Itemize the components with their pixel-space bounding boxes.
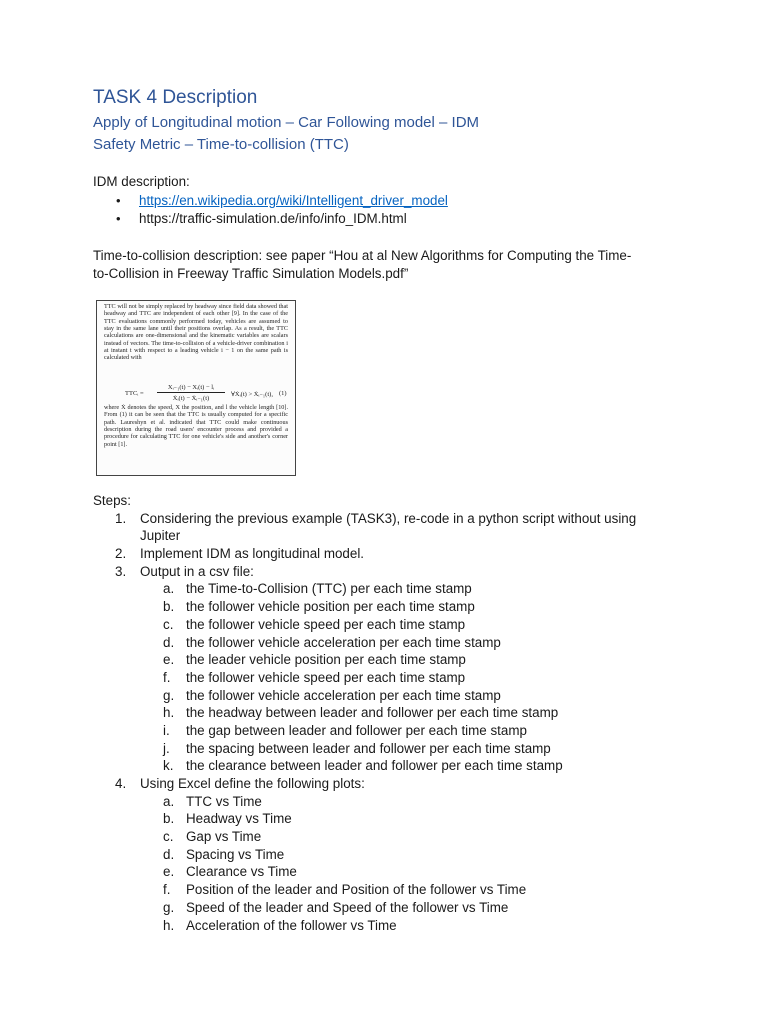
list-item: i. the gap between leader and follower per each time stamp	[163, 722, 527, 738]
idm-description-label: IDM description:	[93, 174, 190, 189]
list-item: e. the leader vehicle position per each time stamp	[163, 652, 466, 668]
list-item: a. the Time-to-Collision (TTC) per each time stamp	[163, 581, 472, 597]
list-item: d. the follower vehicle acceleration per each time stamp	[163, 634, 501, 650]
ttc-description-line2: to-Collision in Freeway Traffic Simulation Models.pdf”	[93, 266, 409, 281]
equation-lhs: TTCᵢ =	[125, 390, 144, 397]
bullet-icon: •	[116, 211, 121, 226]
steps-list	[93, 492, 733, 934]
list-item: g. Speed of the leader and Speed of the follower vs Time	[163, 899, 509, 915]
list-item: 2. Implement IDM as longitudinal model.	[115, 546, 365, 562]
wikipedia-idm-link[interactable]: https://en.wikipedia.org/wiki/Intelligent_driver_model	[139, 193, 448, 208]
list-item: e. Clearance vs Time	[163, 864, 297, 880]
list-item: d. Spacing vs Time	[163, 846, 285, 862]
list-item: c. Gap vs Time	[163, 829, 262, 845]
excerpt-paragraph-1: TTC will not be simply replaced by headway since field data showed that headway and TTC are independent of each other [9]. In the case of the TTC evaluations commonly performed today, vehicles are assumed to stay in the same lane until their positions overlap. As a result, the TTC calculations are one-dimensional and the kinematic variables are scalars instead of vectors. The time-to-collision of a vehicle-driver combination i at instant t with respect to a leading vehicle i − 1 on the same path is calculated with	[104, 303, 288, 362]
list-item: j. the spacing between leader and follower per each time stamp	[163, 740, 551, 756]
list-item: h. Acceleration of the follower vs Time	[163, 917, 397, 933]
equation-numerator: Xᵢ₋₁(t) − Xᵢ(t) − lᵢ	[157, 383, 225, 393]
traffic-simulation-link: https://traffic-simulation.de/info/info_IDM.html	[139, 211, 407, 226]
list-item: a. TTC vs Time	[163, 793, 262, 809]
list-item: h. the headway between leader and follower per each time stamp	[163, 705, 559, 721]
list-item: b. the follower vehicle position per each time stamp	[163, 599, 475, 615]
excerpt-paragraph-2: where Ẋ denotes the speed, X the position, and l the vehicle length [10]. From (1) it can be seen that the TTC is usually computed for a specific path. Laureshyn et al. indicated that TTC could make continuous description during the road users' encounter process and provided a procedure for calculating TTC for one vehicle's side and another's corner point [1].	[104, 404, 288, 448]
list-item-continuation: Jupiter	[140, 528, 181, 544]
list-item: c. the follower vehicle speed per each time stamp	[163, 616, 466, 632]
page-title: TASK 4 Description	[93, 87, 258, 108]
ttc-equation	[107, 383, 287, 403]
bullet-icon: •	[116, 193, 121, 208]
ttc-description-line1: Time-to-collision description: see paper “Hou at al New Algorithms for Computing the Time-	[93, 248, 632, 263]
list-item: 3. Output in a csv file:	[115, 563, 254, 579]
list-item: g. the follower vehicle acceleration per each time stamp	[163, 687, 501, 703]
list-item: f. Position of the leader and Position of the follower vs Time	[163, 882, 527, 898]
list-item: b. Headway vs Time	[163, 811, 292, 827]
list-item: 1. Considering the previous example (TASK3), re-code in a python script without using	[115, 510, 637, 526]
list-item: 4. Using Excel define the following plots:	[115, 776, 365, 791]
paper-excerpt-image	[96, 300, 296, 476]
equation-condition: ∀Ẋᵢ(t) > Ẋᵢ₋₁(t),	[231, 391, 273, 398]
subtitle-ttc: Safety Metric – Time-to-collision (TTC)	[93, 136, 349, 153]
subtitle-idm: Apply of Longitudinal motion – Car Following model – IDM	[93, 114, 480, 131]
equation-number: (1)	[279, 390, 287, 397]
equation-fraction	[157, 383, 225, 402]
list-item: f. the follower vehicle speed per each time stamp	[163, 669, 466, 685]
equation-denominator: Ẋᵢ(t) − Ẋᵢ₋₁(t)	[172, 395, 210, 402]
list-item: k. the clearance between leader and follower per each time stamp	[163, 758, 563, 774]
steps-label: Steps:	[93, 493, 131, 508]
